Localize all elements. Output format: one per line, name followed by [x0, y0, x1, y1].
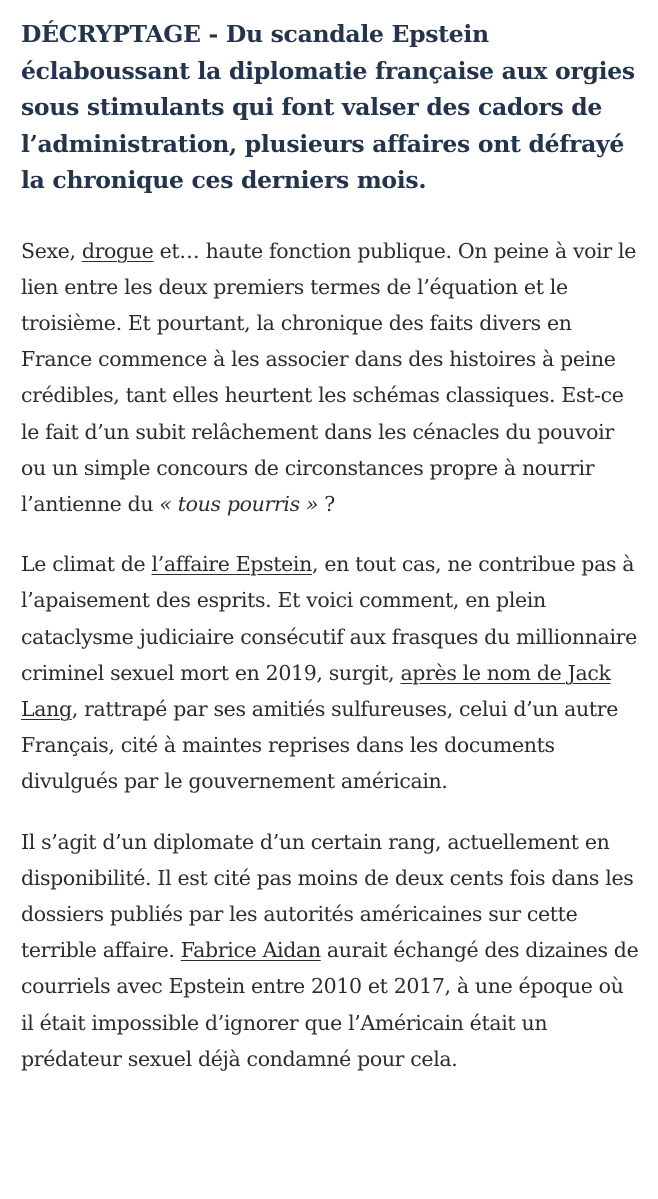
link-jack-lang[interactable]: après le nom de Jack Lang: [21, 660, 611, 721]
link-affaire-epstein[interactable]: l’affaire Epstein: [151, 552, 312, 577]
paragraph-2-text-a: Le climat de: [21, 552, 152, 577]
paragraph-3-text-a: Il s’agit d’un diplomate d’un certain rang, actuellement en disponibilité. Il est cité pas moins de deux cents fois dans les dossiers publiés par les autorités américaines sur cette terrible affaire.: [21, 829, 634, 963]
paragraph-2-text-b: , en tout cas, ne contribue pas à l’apaisement des esprits. Et voici comment, en plein cataclysme judiciaire consécutif aux frasques du millionnaire criminel sexuel mort en 2019, surgit,: [21, 552, 637, 685]
paragraph-3-text-b: aurait échangé des dizaines de courriels avec Epstein entre 2010 et 2017, à une époque où il était impossible d’ignorer que l’Américain était un prédateur sexuel déjà condamné pour cela.: [21, 938, 639, 1071]
paragraph-1-text-c: ?: [318, 491, 335, 516]
link-drogue[interactable]: drogue: [81, 238, 154, 263]
link-fabrice-aidan[interactable]: Fabrice Aidan: [180, 938, 321, 963]
paragraph-2-text-c: , rattrapé par ses amitiés sulfureuses, celui d’un autre Français, cité à maintes reprises dans les documents divulgués par le gouvernement américain.: [21, 696, 619, 794]
paragraph-1: [21, 233, 641, 523]
article-body: [21, 16, 641, 1101]
quote-tous-pourris: « tous pourris »: [159, 491, 319, 516]
paragraph-1-text-a: Sexe,: [21, 238, 82, 263]
paragraph-3: [21, 824, 641, 1077]
article-lede: DÉCRYPTAGE - Du scandale Epstein éclaboussant la diplomatie française aux orgies sous stimulants qui font valser des cadors de l’administration, plusieurs affaires ont défrayé la chronique ces derniers mois.: [21, 20, 635, 194]
paragraph-1-text-b: et… haute fonction publique. On peine à voir le lien entre les deux premiers termes de l’équation et le troisième. Et pourtant, la chronique des faits divers en France commence à les associer dans des histoires à peine crédibles, tant elles heurtent les schémas classiques. Est-ce le fait d’un subit relâchement dans les cénacles du pouvoir ou un simple concours de circonstances propre à nourrir l’antienne du: [21, 238, 636, 516]
paragraph-2: [21, 546, 641, 799]
